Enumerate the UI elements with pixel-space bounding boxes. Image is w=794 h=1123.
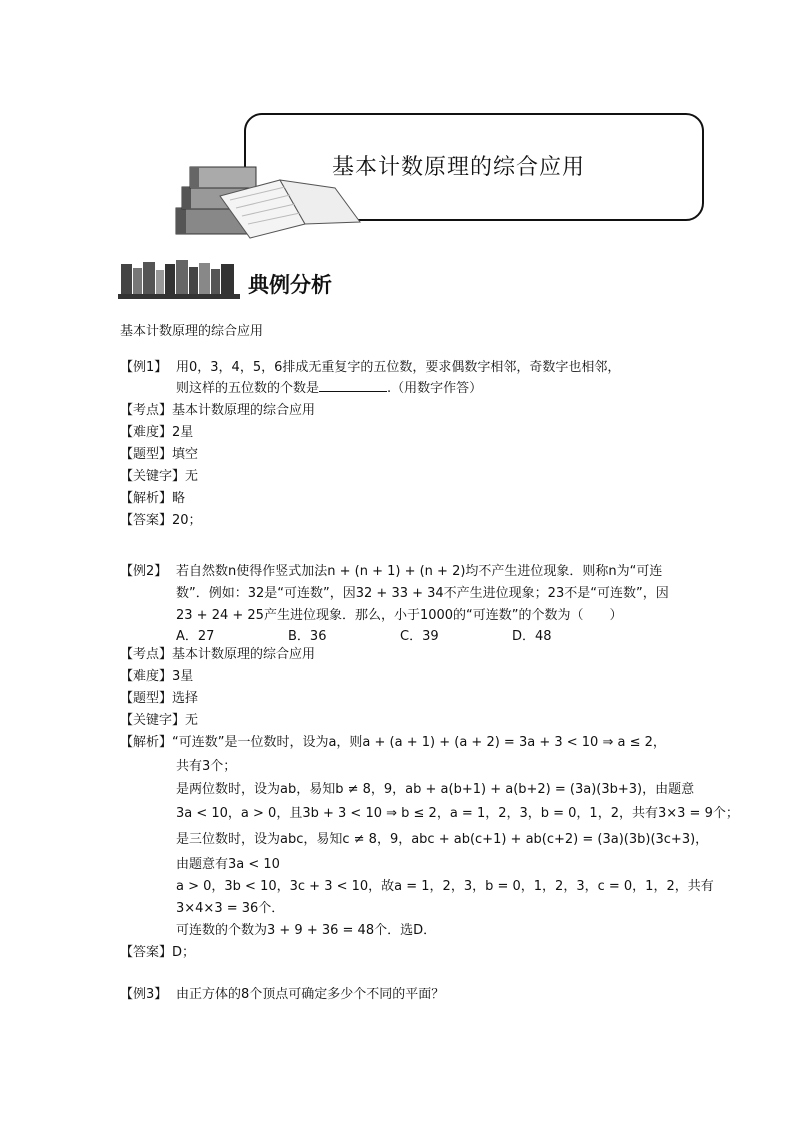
option-d: D．48 — [512, 629, 552, 644]
ex1-daan: 【答案】20； — [120, 513, 202, 528]
section-title: 典例分析 — [248, 273, 332, 297]
ex2-jiexi-line3: 是两位数时，设为ab，易知b ≠ 8，9，ab + a(b+1) + a(b+2) = (3a)(3b+3)，由题意 — [176, 782, 695, 797]
ex2-question-line3: 23 + 24 + 25产生进位现象．那么，小于1000的“可连数”的个数为（ ） — [176, 608, 623, 623]
ex2-question-line2: 数”．例如：32是“可连数”，因32 + 33 + 34不产生进位现象；23不是“可连数”，因 — [176, 586, 669, 601]
answer-blank — [319, 379, 387, 392]
ex2-jiexi-line5: 是三位数时，设为abc，易知c ≠ 8，9，abc + ab(c+1) + ab(c+2) = (3a)(3b)(3c+3)， — [176, 832, 709, 847]
section-subtitle: 基本计数原理的综合应用 — [120, 324, 264, 339]
ex2-label: 【例2】 — [120, 564, 168, 579]
ex2-options — [176, 627, 624, 647]
ex2-jiexi-line7: a > 0，3b < 10，3c + 3 < 10，故a = 1，2，3，b = 0，1，2，3，c = 0，1，2，共有 — [176, 879, 714, 894]
ex3-question-line1: 【例3】 由正方体的8个顶点可确定多少个不同的平面？ — [120, 985, 444, 1005]
bookshelf-icon — [118, 258, 240, 300]
ex1-kaodian: 【考点】基本计数原理的综合应用 — [120, 403, 316, 418]
option-c: C．39 — [400, 629, 439, 644]
page-title: 基本计数原理的综合应用 — [332, 155, 586, 180]
ex2-jiexi-line8: 3×4×3 = 36个． — [176, 901, 285, 916]
ex2-jiexi-line9: 可连数的个数为3 + 9 + 36 = 48个．选D． — [176, 923, 437, 938]
option-a: A．27 — [176, 629, 215, 644]
ex2-kaodian: 【考点】基本计数原理的综合应用 — [120, 647, 316, 662]
ex2-jiexi-line6: 由题意有3a < 10 — [176, 857, 280, 872]
ex2-jiexi-line2: 共有3个； — [176, 759, 237, 774]
ex1-tixing: 【题型】填空 — [120, 447, 199, 462]
ex2-guanjian: 【关键字】无 — [120, 713, 199, 728]
books-illustration — [170, 160, 370, 242]
ex2-jiexi-line1: 【解析】“可连数”是一位数时，设为a，则a + (a + 1) + (a + 2) = 3a + 3 < 10 ⇒ a ≤ 2， — [120, 735, 666, 750]
ex1-question-line2: 则这样的五位数的个数是 .（用数字作答） — [176, 381, 483, 396]
ex2-tixing: 【题型】选择 — [120, 691, 199, 706]
ex2-daan: 【答案】D； — [120, 945, 196, 960]
ex1-label: 【例1】 — [120, 360, 168, 375]
ex2-nandu: 【难度】3星 — [120, 669, 194, 684]
ex2-question-line1: 【例2】 若自然数n使得作竖式加法n + (n + 1) + (n + 2)均不产生进位现象．则称n为“可连 — [120, 562, 662, 582]
ex1-nandu: 【难度】2星 — [120, 425, 194, 440]
ex1-question-line1: 【例1】 用0，3，4，5，6排成无重复字的五位数，要求偶数字相邻，奇数字也相邻， — [120, 358, 620, 378]
ex1-jiexi: 【解析】略 — [120, 491, 186, 506]
ex1-guanjian: 【关键字】无 — [120, 469, 199, 484]
option-b: B．36 — [288, 629, 327, 644]
ex3-label: 【例3】 — [120, 987, 168, 1002]
ex2-jiexi-line4: 3a < 10，a > 0，且3b + 3 < 10 ⇒ b ≤ 2，a = 1，2，3，b = 0，1，2，共有3×3 = 9个； — [176, 806, 739, 821]
